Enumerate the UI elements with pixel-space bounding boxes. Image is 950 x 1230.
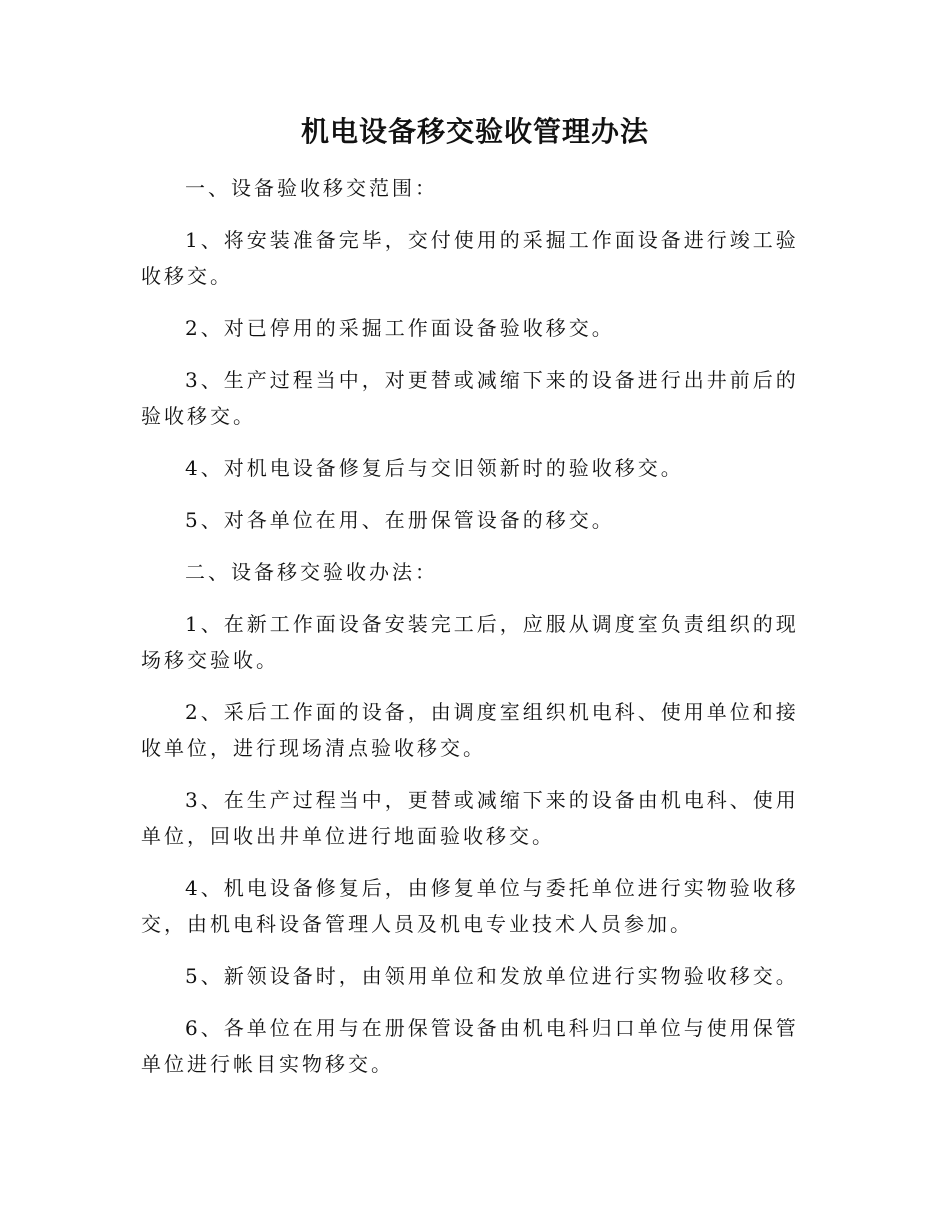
scope-item-3: 3、生产过程当中，对更替或减缩下来的设备进行出井前后的验收移交。 (141, 368, 799, 428)
method-item-3: 3、在生产过程当中，更替或减缩下来的设备由机电科、使用单位，回收出井单位进行地面验收移交。 (141, 788, 799, 848)
scope-item-5: 5、对各单位在用、在册保管设备的移交。 (185, 508, 615, 532)
method-item-1: 1、在新工作面设备安装完工后，应服从调度室负责组织的现场移交验收。 (141, 612, 799, 672)
scope-item-2: 2、对已停用的采掘工作面设备验收移交。 (185, 316, 615, 340)
method-item-2: 2、采后工作面的设备，由调度室组织机电科、使用单位和接 收单位，进行现场清点验收移交。 (141, 700, 799, 760)
scope-item-4: 4、对机电设备修复后与交旧领新时的验收移交。 (185, 456, 684, 480)
section-heading-scope: 一、设备验收移交范围： (185, 176, 438, 200)
method-item-4: 4、机电设备修复后，由修复单位与委托单位进行实物验收移交，由机电科设备管理人员及机电专业技术人员参加。 (141, 876, 799, 936)
document-body (141, 170, 811, 1098)
method-item-5: 5、新领设备时，由领用单位和发放单位进行实物验收移交。 (185, 964, 799, 988)
document-title: 机电设备移交验收管理办法 (300, 115, 649, 148)
scope-item-1: 1、将安装准备完毕，交付使用的采掘工作面设备进行竣工验收移交。 (141, 228, 799, 288)
method-item-6: 6、各单位在用与在册保管设备由机电科归口单位与使用保管单位进行帐目实物移交。 (141, 1016, 799, 1076)
section-heading-method: 二、设备移交验收办法： (185, 560, 438, 584)
